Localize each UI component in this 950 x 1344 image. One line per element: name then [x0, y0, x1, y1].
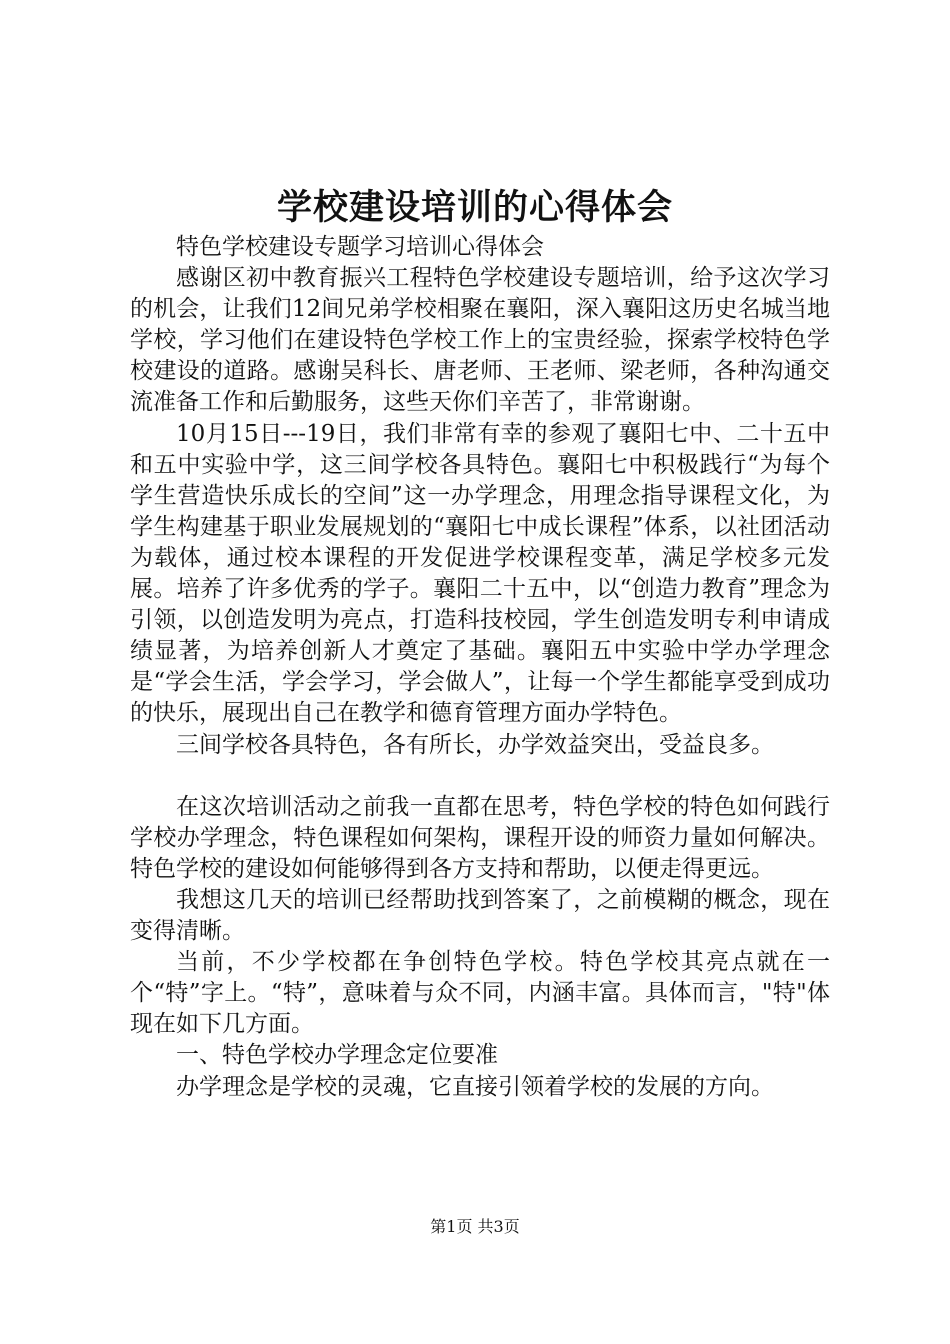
- paragraph-answer: 我想这几天的培训已经帮助找到答案了，之前模糊的概念，现在变得清晰。: [130, 886, 830, 945]
- page-footer: 第1页 共3页: [430, 1217, 520, 1236]
- paragraph-reflection: 在这次培训活动之前我一直都在思考，特色学校的特色如何践行学校办学理念，特色课程如何架构，课程开设的师资力量如何解决。特色学校的建设如何能够得到各方支持和帮助，以便走得更远。: [130, 793, 830, 882]
- document-body: [130, 232, 830, 1103]
- paragraph-current: 当前，不少学校都在争创特色学校。特色学校其亮点就在一个“特”字上。“特”，意味着与众不同，内涵丰富。具体而言，"特"体现在如下几方面。: [130, 949, 830, 1038]
- document-title: 学校建设培训的心得体会: [276, 187, 673, 228]
- paragraph-thanks: 感谢区初中教育振兴工程特色学校建设专题培训，给予这次学习的机会，让我们12间兄弟学校相聚在襄阳，深入襄阳这历史名城当地学校，学习他们在建设特色学校工作上的宝贵经验，探索学校特色学校建设的道路。感谢吴科长、唐老师、王老师、梁老师，各种沟通交流准备工作和后勤服务，这些天你们辛苦了，非常谢谢。: [130, 265, 830, 416]
- paragraph-subtitle: 特色学校建设专题学习培训心得体会: [176, 234, 544, 260]
- paragraph-summary: 三间学校各具特色，各有所长，办学效益突出，受益良多。: [176, 731, 774, 758]
- paragraph-visit: 10月15日---19日，我们非常有幸的参观了襄阳七中、二十五中和五中实验中学，这三间学校各具特色。襄阳七中积极践行“为每个学生营造快乐成长的空间”这一办学理念，用理念指导课程文化，为学生构建基于职业发展规划的“襄阳七中成长课程”体系，以社团活动为载体，通过校本课程的开发促进学校课程变革，满足学校多元发展。培养了许多优秀的学子。襄阳二十五中，以“创造力教育”理念为引领，以创造发明为亮点，打造科技校园，学生创造发明专利申请成绩显著，为培养创新人才奠定了基础。襄阳五中实验中学办学理念是“学会生活，学会学习，学会做人”，让每一个学生都能享受到成功的快乐，展现出自己在教学和德育管理方面办学特色。: [130, 420, 830, 727]
- paragraph-spacer: [130, 761, 830, 792]
- paragraph-philosophy: 办学理念是学校的灵魂，它直接引领着学校的发展的方向。: [176, 1073, 774, 1100]
- section-heading-1: 一、特色学校办学理念定位要准: [176, 1042, 498, 1069]
